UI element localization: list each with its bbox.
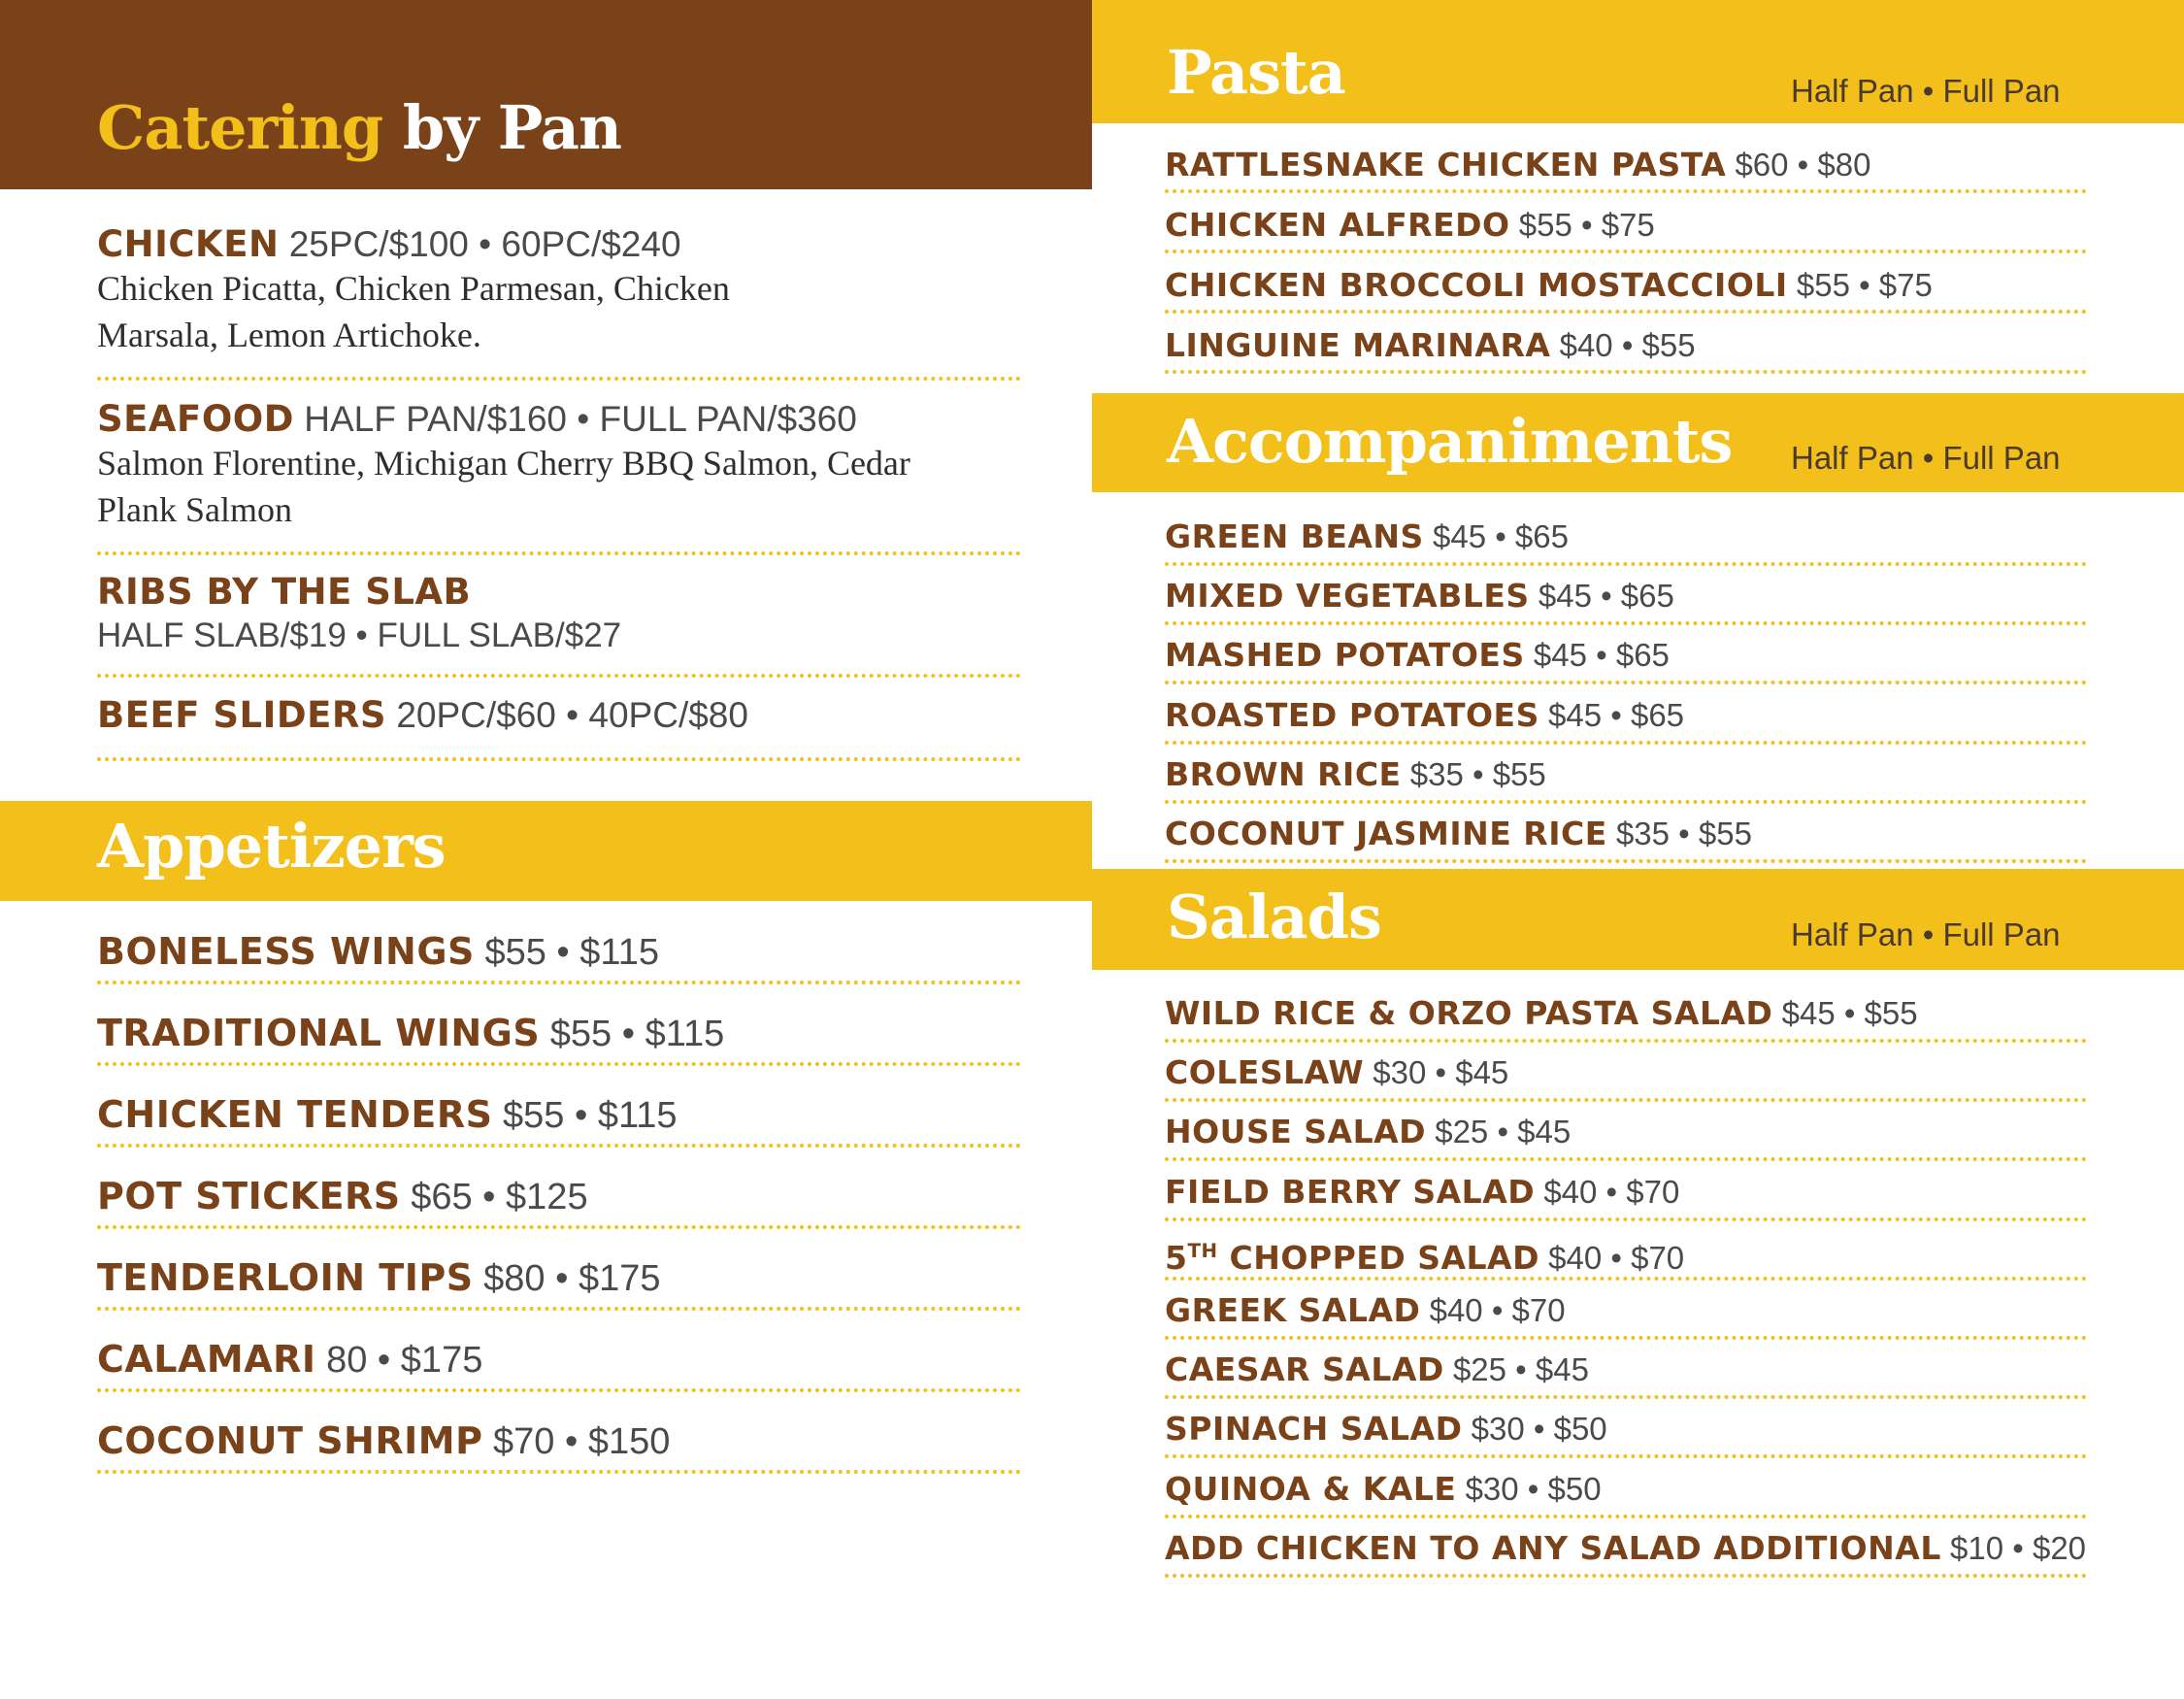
menu-item: [97, 694, 1021, 761]
item-price: $30 • $50: [1471, 1411, 1607, 1448]
item-name: CHICKEN TENDERS: [97, 1093, 493, 1136]
menu-item: [1165, 201, 2087, 253]
menu-item: [1165, 1048, 2087, 1102]
item-name: CHICKEN BROCCOLI MOSTACCIOLI: [1165, 266, 1788, 304]
menu-item: [97, 1085, 1021, 1148]
item-price: $70 • $150: [493, 1421, 671, 1462]
item-price: $60 • $80: [1735, 147, 1871, 183]
menu-item: [97, 1249, 1021, 1311]
item-price: $80 • $175: [483, 1258, 661, 1299]
menu-item: [1165, 988, 2087, 1043]
item-name: CALAMARI: [97, 1338, 316, 1381]
item-name: BONELESS WINGS: [97, 930, 475, 973]
item-name-rest: CHOPPED SALAD: [1217, 1238, 1539, 1277]
item-name: RATTLESNAKE CHICKEN PASTA: [1165, 146, 1727, 183]
menu-item: [97, 1167, 1021, 1229]
menu-item: [1165, 141, 2087, 193]
item-name: GREEK SALAD: [1165, 1291, 1421, 1329]
menu-item: [1165, 750, 2087, 804]
menu-item: [97, 1412, 1021, 1474]
item-name-superscript: TH: [1187, 1239, 1218, 1262]
item-price: $40 • $70: [1548, 1239, 1685, 1276]
item-name: LINGUINE MARINARA: [1165, 326, 1551, 364]
catering-title: [97, 92, 621, 163]
item-price: HALF SLAB/$19 • FULL SLAB/$27: [97, 616, 622, 654]
item-price: $30 • $45: [1373, 1054, 1509, 1091]
menu-item: [97, 1330, 1021, 1392]
item-price: $65 • $125: [411, 1177, 588, 1217]
menu-item: [1165, 1404, 2087, 1458]
item-name: BEEF SLIDERS: [97, 694, 387, 736]
item-description: Salmon Florentine, Michigan Cherry BBQ Salmon, Cedar Plank Salmon: [97, 444, 910, 529]
item-price: $35 • $55: [1409, 755, 1546, 792]
menu-item: [97, 1004, 1021, 1066]
appetizers-title: Appetizers: [97, 811, 446, 882]
item-name: CHICKEN: [97, 223, 280, 265]
item-price: $40 • $70: [1429, 1292, 1566, 1328]
accompaniments-title: Accompaniments: [1167, 406, 1733, 477]
item-price: $25 • $45: [1435, 1114, 1572, 1150]
item-name: HOUSE SALAD: [1165, 1113, 1427, 1151]
menu-item: [1165, 690, 2087, 745]
item-name: RIBS BY THE SLAB: [97, 571, 472, 613]
menu-item: [1165, 1345, 2087, 1399]
item-price: $40 • $55: [1559, 327, 1696, 363]
item-name: 5: [1165, 1238, 1188, 1277]
item-name: SPINACH SALAD: [1165, 1410, 1463, 1449]
item-price: $45 • $65: [1533, 637, 1670, 674]
menu-item: [1165, 1167, 2087, 1221]
catering-title-rest: by Pan: [402, 92, 622, 163]
item-price: $45 • $65: [1548, 696, 1685, 733]
item-description: Chicken Picatta, Chicken Parmesan, Chicken Marsala, Lemon Artichoke.: [97, 269, 730, 354]
pasta-columns-label: Half Pan • Full Pan: [1791, 73, 2061, 109]
menu-item: [1165, 630, 2087, 684]
item-price: $45 • $65: [1538, 578, 1674, 615]
item-name: ADD CHICKEN TO ANY SALAD ADDITIONAL: [1165, 1528, 1941, 1567]
item-price: 20PC/$60 • 40PC/$80: [396, 695, 748, 735]
accompaniments-columns-label: Half Pan • Full Pan: [1791, 440, 2061, 476]
item-price: $55 • $75: [1518, 207, 1655, 243]
item-name: CAESAR SALAD: [1165, 1350, 1444, 1389]
item-name: TRADITIONAL WINGS: [97, 1012, 541, 1054]
item-price: $55 • $115: [549, 1014, 725, 1054]
catering-title-accent: Catering: [97, 92, 383, 163]
item-name: COCONUT JASMINE RICE: [1165, 815, 1607, 852]
item-name: SEAFOOD: [97, 398, 294, 440]
salads-title: Salads: [1167, 882, 1381, 952]
item-price: $30 • $50: [1465, 1470, 1602, 1507]
item-price: $40 • $70: [1543, 1173, 1680, 1210]
menu-item: [97, 398, 1021, 555]
item-name: TENDERLOIN TIPS: [97, 1256, 474, 1299]
item-name: POT STICKERS: [97, 1175, 401, 1217]
item-name: COCONUT SHRIMP: [97, 1419, 483, 1462]
item-name: QUINOA & KALE: [1165, 1469, 1457, 1508]
item-name: ROASTED POTATOES: [1165, 695, 1539, 734]
menu-item: [1165, 809, 2087, 863]
item-price: HALF PAN/$160 • FULL PAN/$360: [304, 399, 857, 439]
menu-item: [97, 223, 1021, 381]
item-name: CHICKEN ALFREDO: [1165, 206, 1510, 244]
item-name: COLESLAW: [1165, 1053, 1365, 1092]
item-price: $35 • $55: [1615, 816, 1752, 851]
item-name: MASHED POTATOES: [1165, 636, 1525, 675]
menu-item: [1165, 571, 2087, 625]
menu-item: [1165, 261, 2087, 314]
menu-item: [1165, 321, 2087, 374]
menu-item: [97, 571, 1021, 678]
salads-columns-label: Half Pan • Full Pan: [1791, 916, 2061, 952]
item-price: $25 • $45: [1452, 1351, 1589, 1388]
menu-item: [1165, 1226, 2087, 1281]
menu-item: [1165, 1107, 2087, 1161]
menu-item: [1165, 1464, 2087, 1518]
item-price: 25PC/$100 • 60PC/$240: [288, 224, 681, 264]
item-name: BROWN RICE: [1165, 754, 1402, 793]
item-price: $55 • $115: [484, 932, 659, 973]
item-price: $45 • $65: [1432, 518, 1569, 554]
item-price: $55 • $115: [503, 1095, 678, 1136]
item-price: 80 • $175: [326, 1340, 483, 1381]
item-price: $55 • $75: [1796, 267, 1933, 303]
pasta-title: Pasta: [1167, 37, 1345, 108]
item-name: WILD RICE & ORZO PASTA SALAD: [1165, 994, 1773, 1032]
menu-item: [97, 922, 1021, 984]
item-price: $10 • $20: [1950, 1529, 2087, 1566]
menu-item: [1165, 1285, 2087, 1340]
item-price: $45 • $55: [1781, 995, 1918, 1031]
item-name: MIXED VEGETABLES: [1165, 577, 1530, 616]
item-name: FIELD BERRY SALAD: [1165, 1172, 1536, 1211]
menu-item: [1165, 512, 2087, 566]
item-name: GREEN BEANS: [1165, 517, 1424, 555]
menu-item: [1165, 1523, 2087, 1578]
